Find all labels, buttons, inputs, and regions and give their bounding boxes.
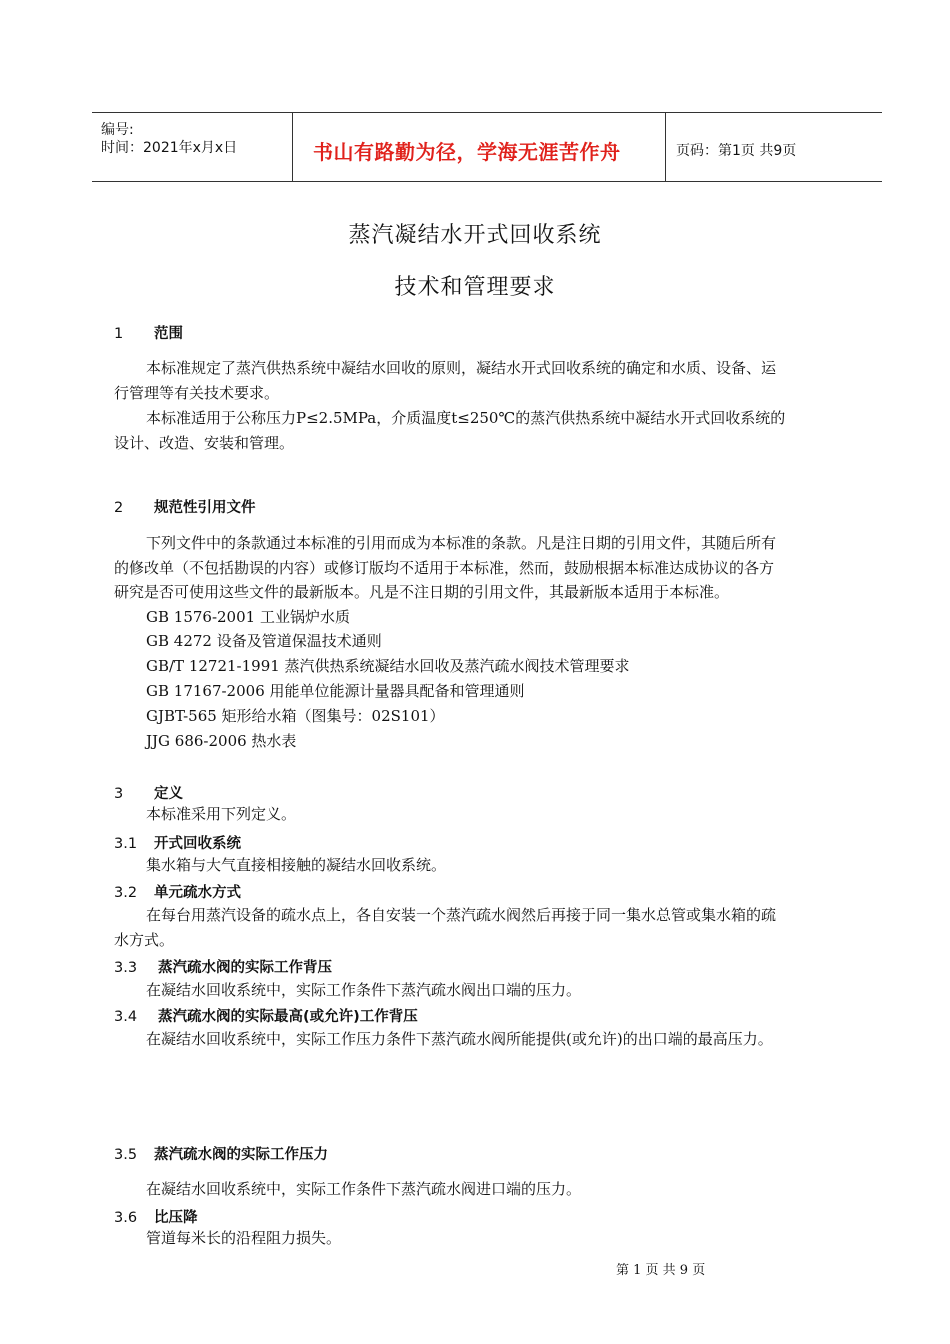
reference-item: GB/T 12721-1991 蒸汽供热系统凝结水回收及蒸汽疏水阀技术管理要求 <box>146 657 630 675</box>
paragraph-line: 下列文件中的条款通过本标准的引用而成为本标准的条款。凡是注日期的引用文件，其随后所有 <box>146 534 777 552</box>
paragraph-line: 在凝结水回收系统中，实际工作条件下蒸汽疏水阀出口端的压力。 <box>146 981 582 999</box>
header-table <box>92 112 882 182</box>
time-label: 时间：2021年x月x日 <box>101 140 238 156</box>
definition-3-4-heading <box>114 1005 418 1026</box>
header-cell-meta <box>92 113 293 181</box>
number-label: 编号: <box>101 122 134 138</box>
reference-item: GB 4272 设备及管道保温技术通则 <box>146 632 382 650</box>
section-title: 开式回收系统 <box>154 836 241 852</box>
section-number: 3.4 <box>114 1009 138 1025</box>
section-title: 蒸汽疏水阀的实际工作压力 <box>154 1147 328 1163</box>
reference-item: GJBT-565 矩形给水箱（图集号：02S101） <box>146 707 445 725</box>
paragraph-line: 本标准采用下列定义。 <box>146 805 297 823</box>
page-info: 页码：第1页 共9页 <box>676 143 797 159</box>
paragraph-line: 本标准适用于公称压力P≤2.5MPa，介质温度t≤250℃的蒸汽供热系统中凝结水开式回收系统的 <box>146 409 786 427</box>
paragraph-line: 在每台用蒸汽设备的疏水点上，各自安装一个蒸汽疏水阀然后再接于同一集水总管或集水箱的疏 <box>146 906 777 924</box>
motto: 书山有路勤为径，学海无涯苦作舟 <box>313 140 621 164</box>
section-1-heading <box>114 322 183 343</box>
section-3-heading <box>114 782 183 803</box>
definition-3-3-heading <box>114 956 332 977</box>
paragraph-line: 设计、改造、安装和管理。 <box>114 434 295 452</box>
section-number: 3.1 <box>114 836 138 852</box>
reference-item: GB 17167-2006 用能单位能源计量器具配备和管理通则 <box>146 682 525 700</box>
section-number: 3 <box>114 786 124 802</box>
definition-3-1-heading <box>114 832 241 853</box>
reference-item: JJG 686-2006 热水表 <box>146 732 297 750</box>
paragraph-line: 水方式。 <box>114 931 175 949</box>
section-number: 2 <box>114 500 124 516</box>
section-title: 规范性引用文件 <box>154 500 256 516</box>
section-number: 3.6 <box>114 1210 138 1226</box>
section-title: 蒸汽疏水阀的实际工作背压 <box>158 960 332 976</box>
paragraph-line: 在凝结水回收系统中，实际工作压力条件下蒸汽疏水阀所能提供(或允许)的出口端的最高压力。 <box>146 1030 773 1048</box>
section-title: 蒸汽疏水阀的实际最高(或允许)工作背压 <box>158 1009 418 1025</box>
header-cell-page <box>666 113 882 181</box>
paragraph-line: 行管理等有关技术要求。 <box>114 384 280 402</box>
section-title: 定义 <box>154 786 183 802</box>
paragraph-line: 研究是否可使用这些文件的最新版本。凡是不注日期的引用文件，其最新版本适用于本标准。 <box>114 583 730 601</box>
paragraph-line: 本标准规定了蒸汽供热系统中凝结水回收的原则，凝结水开式回收系统的确定和水质、设备、运 <box>146 359 777 377</box>
section-number: 3.5 <box>114 1147 138 1163</box>
section-2-heading <box>114 496 256 517</box>
definition-3-6-heading <box>114 1206 198 1227</box>
definition-3-5-heading <box>114 1143 328 1164</box>
paragraph-line: 的修改单（不包括勘误的内容）或修订版均不适用于本标准，然而，鼓励根据本标准达成协议的各方 <box>114 559 775 577</box>
section-number: 3.2 <box>114 885 138 901</box>
section-title: 范围 <box>154 326 183 342</box>
section-number: 1 <box>114 326 124 342</box>
section-title: 单元疏水方式 <box>154 885 241 901</box>
section-title: 比压降 <box>154 1210 198 1226</box>
paragraph-line: 在凝结水回收系统中，实际工作条件下蒸汽疏水阀进口端的压力。 <box>146 1180 582 1198</box>
document-title-line2: 技术和管理要求 <box>394 275 556 300</box>
header-cell-motto <box>293 113 666 181</box>
paragraph-line: 集水箱与大气直接相接触的凝结水回收系统。 <box>146 856 447 874</box>
document-title-line1: 蒸汽凝结水开式回收系统 <box>348 223 602 248</box>
definition-3-2-heading <box>114 881 241 902</box>
section-number: 3.3 <box>114 960 138 976</box>
reference-item: GB 1576-2001 工业锅炉水质 <box>146 608 350 626</box>
paragraph-line: 管道每米长的沿程阻力损失。 <box>146 1229 342 1247</box>
page-footer: 第 1 页 共 9 页 <box>616 1263 706 1278</box>
